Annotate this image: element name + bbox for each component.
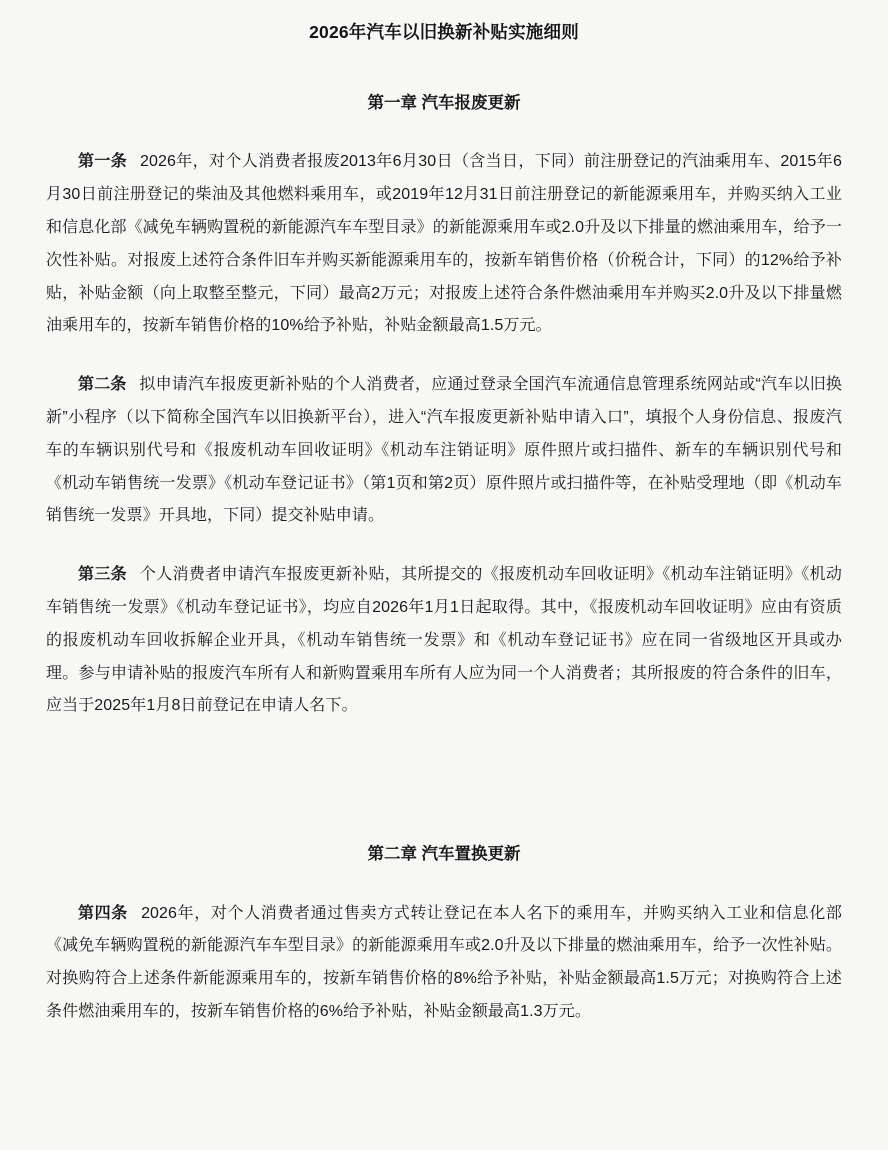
chapter-heading-1: 第一章 汽车报废更新	[367, 94, 521, 112]
article-label-3: 第三条	[78, 566, 136, 584]
article-label-1: 第一条	[78, 153, 136, 171]
article-text-2: 拟申请汽车报废更新补贴的个人消费者，应通过登录全国汽车流通信息管理系统网站或“汽车以旧换新”小程序（以下简称全国汽车以旧换新平台），进入“汽车报废更新补贴申请入口”，填报个人身份信息、报废汽车的车辆识别代号和《报废机动车回收证明》《机动车注销证明》原件照片或扫描件、新车的车辆识别代号和《机动车销售统一发票》《机动车登记证书》（第1页和第2页）原件照片或扫描件等，在补贴受理地（即《机动车销售统一发票》开具地，下同）提交补贴申请。	[46, 376, 843, 525]
chapter-heading-2: 第二章 汽车置换更新	[367, 845, 521, 864]
page-title: 2026年汽车以旧换新补贴实施细则	[309, 22, 579, 42]
article-paragraph-4	[46, 898, 842, 1029]
article-paragraph-1	[46, 146, 842, 343]
article-label-2: 第二条	[78, 376, 135, 394]
article-label-4: 第四条	[78, 904, 136, 922]
article-text-1: 2026年，对个人消费者报废2013年6月30日（含当日，下同）前注册登记的汽油乘用车、2015年6月30日前注册登记的柴油及其他燃料乘用车，或2019年12月31日前注册登记的新能源乘用车，并购买纳入工业和信息化部《减免车辆购置税的新能源汽车车型目录》的新能源乘用车或2.0升及以下排量的燃油乘用车，给予一次性补贴。对报废上述符合条件旧车并购买新能源乘用车的，按新车销售价格（价税合计，下同）的12%给予补贴，补贴金额（向上取整至整元，下同）最高2万元；对报废上述符合条件燃油乘用车并购买2.0升及以下排量燃油乘用车的，按新车销售价格的10%给予补贴，补贴金额最高1.5万元。	[46, 153, 842, 335]
article-text-3: 个人消费者申请汽车报废更新补贴，其所提交的《报废机动车回收证明》《机动车注销证明》《机动车销售统一发票》《机动车登记证书》，均应自2026年1月1日起取得。其中，《报废机动车回收证明》应由有资质的报废机动车回收拆解企业开具，《机动车销售统一发票》和《机动车登记证书》应在同一省级地区开具或办理。参与申请补贴的报废汽车所有人和新购置乘用车所有人应为同一个人消费者；其所报废的符合条件的旧车，应当于2025年1月8日前登记在申请人名下。	[46, 566, 843, 715]
article-paragraph-3	[46, 559, 842, 723]
article-paragraph-2	[46, 369, 842, 533]
article-text-4: 2026年，对个人消费者通过售卖方式转让登记在本人名下的乘用车，并购买纳入工业和信息化部《减免车辆购置税的新能源汽车车型目录》的新能源乘用车或2.0升及以下排量的燃油乘用车，给予一次性补贴。对换购符合上述条件新能源乘用车的，按新车销售价格的8%给予补贴，补贴金额最高1.5万元；对换购符合上述条件燃油乘用车的，按新车销售价格的6%给予补贴，补贴金额最高1.3万元。	[46, 904, 843, 1020]
